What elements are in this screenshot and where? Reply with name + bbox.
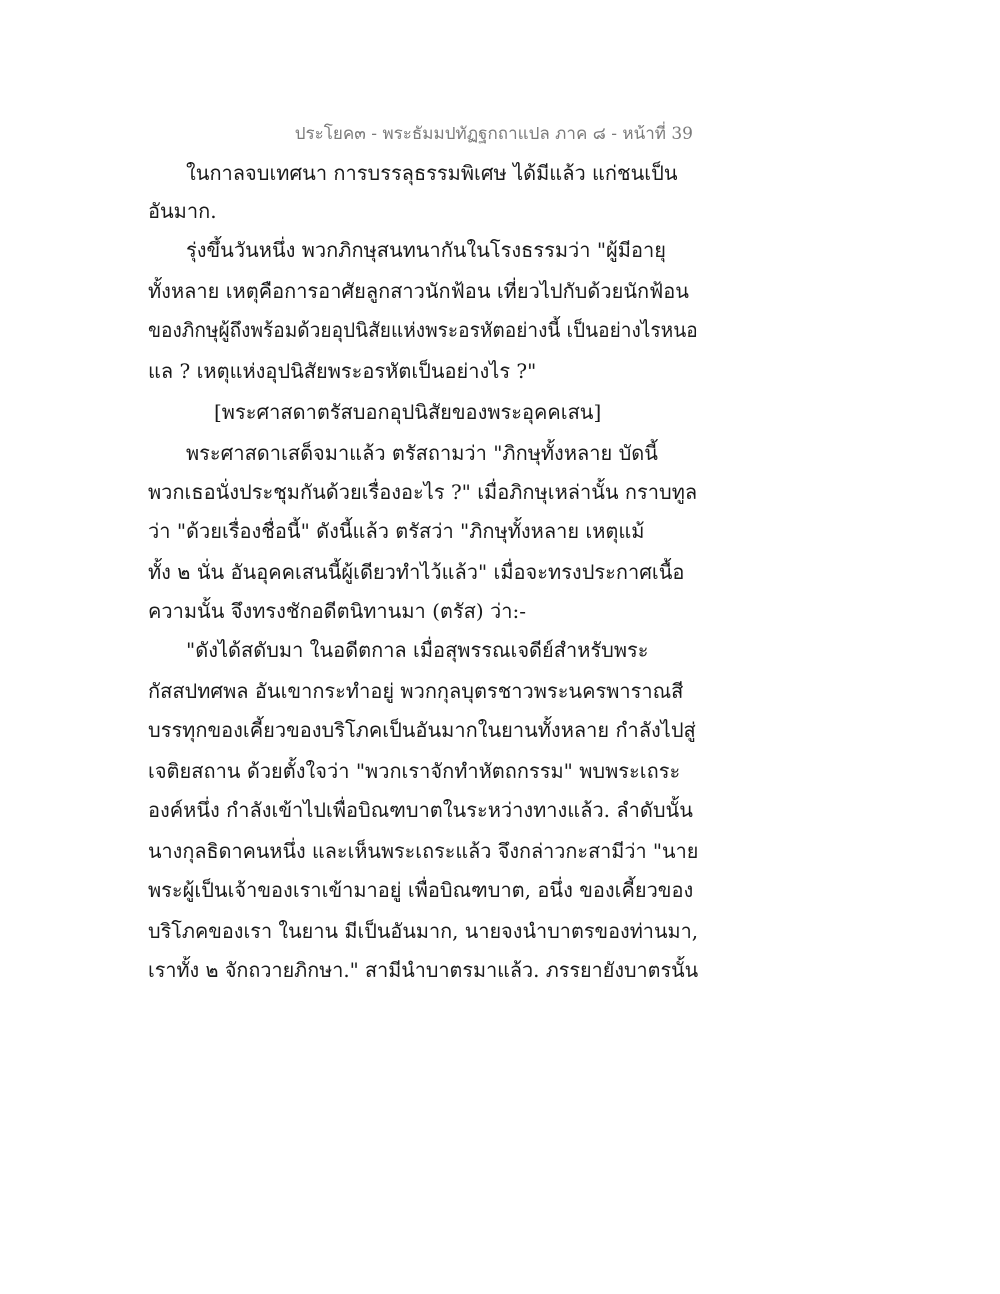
text-line: องค์หนึ่ง กำลังเข้าไปเพื่อบิณฑบาตในระหว่างทางแล้ว. ลำดับนั้น [148,798,693,822]
text-line: เจติยสถาน ด้วยตั้งใจว่า "พวกเราจักทำหัตถกรรม" พบพระเถระ [148,759,681,783]
text-line: ว่า "ด้วยเรื่องชื่อนี้" ดังนี้แล้ว ตรัสว่า "ภิกษุทั้งหลาย เหตุแม้ [148,519,645,543]
text-line: พวกเธอนั่งประชุมกันด้วยเรื่องอะไร ?" เมื่อภิกษุเหล่านั้น กราบทูล [148,480,698,504]
text-line: ทั้งหลาย เหตุคือการอาศัยลูกสาวนักฟ้อน เที่ยวไปกับด้วยนักฟ้อน [148,279,689,303]
page-header: ประโยค๓ - พระธัมมปทัฏฐกถาแปล ภาค ๘ - หน้าที่ 39 [294,124,693,144]
text-line: ในกาลจบเทศนา การบรรลุธรรมพิเศษ ได้มีแล้ว แก่ชนเป็น [186,161,678,185]
text-line: แล ? เหตุแห่งอุปนิสัยพระอรหัตเป็นอย่างไร ?" [148,359,537,383]
text-line: นางกุลธิดาคนหนึ่ง และเห็นพระเถระแล้ว จึงกล่าวกะสามีว่า "นาย [148,839,699,863]
text-line: พระผู้เป็นเจ้าของเราเข้ามาอยู่ เพื่อบิณฑบาต, อนึ่ง ของเคี้ยวของ [148,878,694,902]
text-line: อันมาก. [148,199,217,223]
text-line: เราทั้ง ๒ จักถวายภิกษา." สามีนำบาตรมาแล้ว. ภรรยายังบาตรนั้น [148,958,699,982]
text-line: ของภิกษุผู้ถึงพร้อมด้วยอุปนิสัยแห่งพระอรหัตอย่างนี้ เป็นอย่างไรหนอ [148,318,698,342]
text-line: กัสสปทศพล อันเขากระทำอยู่ พวกกุลบุตรชาวพระนครพาราณสี [148,679,684,703]
text-line: ความนั้น จึงทรงชักอดีตนิทานมา (ตรัส) ว่า:- [148,599,526,623]
text-line: รุ่งขึ้นวันหนึ่ง พวกภิกษุสนทนากันในโรงธรรมว่า "ผู้มีอายุ [186,238,666,262]
text-line: ทั้ง ๒ นั่น อันอุคคเสนนี้ผู้เดียวทำไว้แล้ว" เมื่อจะทรงประกาศเนื้อ [148,560,685,584]
text-line: "ดังได้สดับมา ในอดีตกาล เมื่อสุพรรณเจดีย์สำหรับพระ [186,638,649,662]
text-line: บรรทุกของเคี้ยวของบริโภคเป็นอันมากในยานทั้งหลาย กำลังไปสู่ [148,718,696,742]
text-line: พระศาสดาเสด็จมาแล้ว ตรัสถามว่า "ภิกษุทั้งหลาย บัดนี้ [186,441,658,465]
text-line: บริโภคของเรา ในยาน มีเป็นอันมาก, นายจงนำบาตรของท่านมา, [148,919,699,943]
section-heading: [พระศาสดาตรัสบอกอุปนิสัยของพระอุคคเสน] [214,400,602,424]
